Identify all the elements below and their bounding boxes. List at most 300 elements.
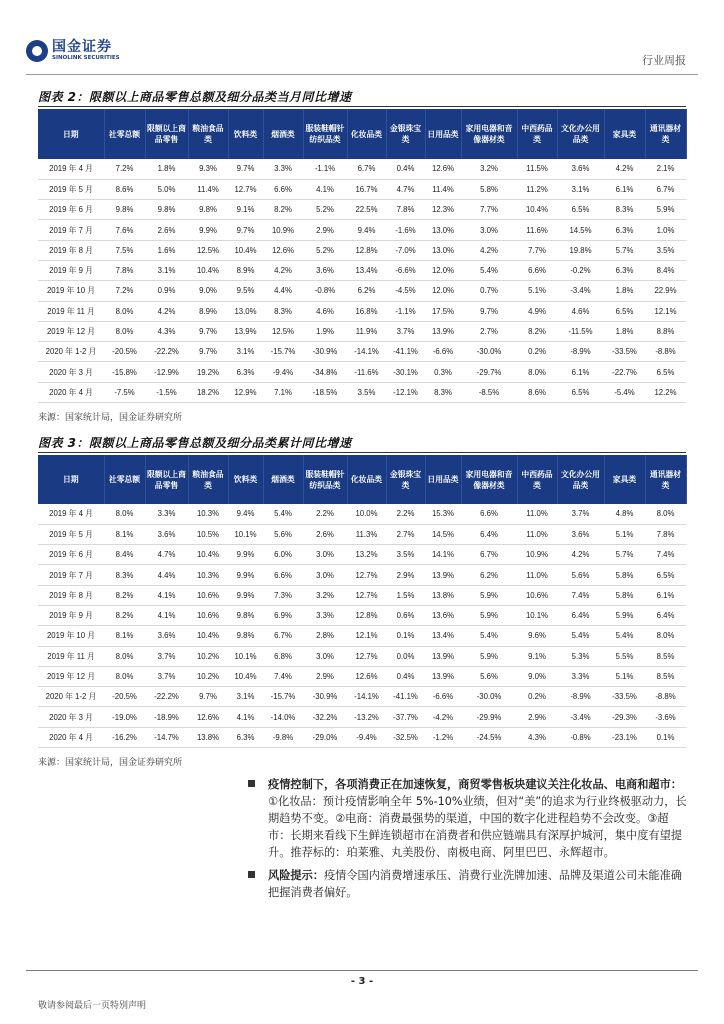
table-cell: 6.9% [263,605,303,625]
table-cell: 3.1% [557,179,604,199]
table-cell: 7.8% [104,260,145,280]
table-cell: -37.7% [386,707,425,727]
table-cell: 17.5% [425,301,461,321]
column-header: 中西药品类 [517,455,557,504]
table-cell: 3.6% [557,159,604,179]
table-cell: 4.2% [461,240,517,260]
table-cell: 9.4% [228,504,263,524]
column-header: 家具类 [604,109,645,159]
table-cell: 6.2% [347,281,386,301]
table-cell: 4.7% [386,179,425,199]
column-header: 服装鞋帽针纺织品类 [303,109,347,159]
table-cell: 13.0% [425,240,461,260]
table3-header-row [38,455,686,504]
table-cell: 2.9% [386,565,425,585]
table-cell: 5.8% [461,179,517,199]
table-cell: 5.4% [461,626,517,646]
table-cell: 6.7% [347,159,386,179]
table-row [38,321,686,341]
table-row [38,362,686,382]
table-cell: -22.2% [145,687,188,707]
table-cell: 9.1% [517,646,557,666]
report-type: 行业周报 [642,54,686,67]
table-cell: 10.4% [188,626,228,646]
column-header: 烟酒类 [263,109,303,159]
table-cell: 3.5% [347,382,386,402]
table2 [38,109,687,403]
table-cell: 7.8% [645,524,686,544]
table-cell: 6.6% [517,260,557,280]
table-cell: 12.2% [645,382,686,402]
table-cell: 4.3% [145,321,188,341]
table-cell: 4.2% [557,545,604,565]
table-cell: 11.4% [425,179,461,199]
table-cell: 5.1% [517,281,557,301]
table-cell: 3.7% [386,321,425,341]
row-date: 2019 年 4 月 [38,159,104,179]
table-cell: 11.9% [347,321,386,341]
column-header: 粮油食品类 [188,109,228,159]
table-cell: -23.1% [604,727,645,747]
table-cell: -30.1% [386,362,425,382]
column-header: 化妆品类 [347,455,386,504]
table-cell: 7.2% [104,281,145,301]
table-cell: 12.5% [188,240,228,260]
table-cell: 4.8% [604,504,645,524]
table-cell: -14.7% [145,727,188,747]
table-cell: -11.5% [557,321,604,341]
table-cell: 8.0% [104,321,145,341]
table-cell: -1.1% [303,159,347,179]
table-cell: 8.0% [104,646,145,666]
table-cell: 6.3% [604,260,645,280]
bullet-heading: 风险提示： [268,869,324,882]
column-header: 中西药品类 [517,109,557,159]
table-row [38,301,686,321]
table-cell: 5.9% [461,646,517,666]
table-row [38,159,686,179]
table-cell: 1.0% [645,220,686,240]
table-row [38,605,686,625]
table-cell: -33.5% [604,342,645,362]
table-cell: 7.7% [517,240,557,260]
bullet-recommendation [248,776,688,861]
row-date: 2019 年 12 月 [38,666,104,686]
table-cell: 13.4% [425,626,461,646]
row-date: 2019 年 9 月 [38,605,104,625]
table-cell: 1.5% [386,585,425,605]
table-cell: 10.2% [188,646,228,666]
table-cell: 10.6% [188,585,228,605]
table-cell: -30.0% [461,687,517,707]
table-cell: 6.3% [228,727,263,747]
table-cell: 10.3% [188,565,228,585]
table-cell: 6.1% [557,362,604,382]
row-date: 2019 年 8 月 [38,240,104,260]
column-header: 日期 [38,455,104,504]
table-cell: 12.8% [347,605,386,625]
table-cell: 2.8% [303,626,347,646]
table-cell: 8.2% [263,200,303,220]
table-cell: 1.6% [145,240,188,260]
row-date: 2019 年 7 月 [38,220,104,240]
table-cell: 10.0% [347,504,386,524]
table-cell: 3.7% [145,666,188,686]
table-cell: 5.7% [604,545,645,565]
column-header: 文化办公用品类 [557,455,604,504]
table-cell: 11.6% [517,220,557,240]
table-cell: 10.4% [228,240,263,260]
table-cell: 5.6% [263,524,303,544]
table-cell: -12.1% [386,382,425,402]
table-cell: 4.1% [145,605,188,625]
table-cell: 8.0% [104,666,145,686]
table-cell: 12.6% [347,666,386,686]
table-cell: 7.4% [263,666,303,686]
table-cell: -0.8% [303,281,347,301]
table-cell: 3.0% [303,565,347,585]
table-cell: 9.7% [461,301,517,321]
bullet-text: 疫情令国内消费增速承压、消费行业洗牌加速、品牌及渠道公司未能准确把握消费者偏好。 [268,869,682,899]
table-cell: -32.5% [386,727,425,747]
table-cell: 5.8% [604,565,645,585]
table-cell: 10.6% [517,585,557,605]
table-cell: 9.8% [145,200,188,220]
table-cell: 5.2% [303,240,347,260]
table-cell: 2.1% [645,159,686,179]
row-date: 2020 年 4 月 [38,727,104,747]
table-row [38,342,686,362]
row-date: 2019 年 6 月 [38,545,104,565]
table-cell: 6.4% [557,605,604,625]
table-cell: 9.7% [228,159,263,179]
column-header: 社零总额 [104,109,145,159]
table-cell: 13.2% [347,545,386,565]
column-header: 家具类 [604,455,645,504]
column-header: 服装鞋帽针纺织品类 [303,455,347,504]
table-cell: -30.9% [303,342,347,362]
table-cell: -1.5% [145,382,188,402]
table-cell: -33.5% [604,687,645,707]
table-cell: 6.7% [461,545,517,565]
table-cell: 9.3% [188,159,228,179]
table3-title: 图表 3：限额以上商品零售总额及细分品类累计同比增速 [38,436,352,450]
table-cell: 12.8% [347,240,386,260]
table-cell: 8.6% [104,179,145,199]
table2-source: 来源：国家统计局，国金证券研究所 [38,413,183,423]
table-cell: 22.5% [347,200,386,220]
table-cell: 12.7% [347,585,386,605]
table-cell: 8.0% [645,504,686,524]
column-header: 饮料类 [228,455,263,504]
company-logo [26,40,120,62]
table-cell: -7.5% [104,382,145,402]
bullet-square-icon [248,780,255,787]
table-cell: 5.1% [604,666,645,686]
table-cell: -0.2% [557,260,604,280]
table2-title: 图表 2：限额以上商品零售总额及细分品类当月同比增速 [38,90,352,104]
table-cell: 5.8% [604,585,645,605]
column-header: 文化办公用品类 [557,109,604,159]
table-cell: 6.6% [263,179,303,199]
table-cell: 22.9% [645,281,686,301]
table-cell: 4.6% [303,301,347,321]
row-date: 2019 年 11 月 [38,646,104,666]
table-cell: 4.4% [145,565,188,585]
table-cell: 0.3% [425,362,461,382]
table-cell: 2.7% [386,524,425,544]
table-cell: 4.3% [517,727,557,747]
table-cell: 8.3% [604,200,645,220]
table-cell: 8.9% [188,301,228,321]
table-cell: 13.0% [425,220,461,240]
table-cell: -9.4% [263,362,303,382]
table-cell: 4.4% [263,281,303,301]
table-row [38,666,686,686]
table-cell: -6.6% [425,687,461,707]
table-cell: 12.0% [425,260,461,280]
table-cell: 14.1% [425,545,461,565]
table-row [38,646,686,666]
table-cell: 10.6% [188,605,228,625]
bullet-text: ①化妆品：预计疫情影响全年 5%-10%业绩，但对“美”的追求为行业终极驱动力，长期趋势不变。②电商：消费最强势的渠道，中国的数字化进程趋势不会改变。③超市：长期来看线下生鲜连锁超市在消费者和供应链端具有深厚护城河，集中度有望提升。推荐标的：珀莱雅、丸美股份、南极电商、阿里巴巴、永辉超市。 [268,795,687,859]
table-cell: 2.7% [461,321,517,341]
table-cell: 6.4% [645,605,686,625]
table-cell: 7.5% [104,240,145,260]
table-cell: 3.7% [557,504,604,524]
table-cell: 13.4% [347,260,386,280]
table-cell: 2.9% [517,707,557,727]
table-cell: -19.0% [104,707,145,727]
table-cell: 10.5% [188,524,228,544]
table-cell: 0.4% [386,159,425,179]
table-cell: 10.4% [228,666,263,686]
table-cell: -29.7% [461,362,517,382]
table-cell: 8.8% [645,321,686,341]
table-cell: 13.8% [425,585,461,605]
table-cell: -18.5% [303,382,347,402]
header-divider [26,74,698,75]
table-cell: 1.8% [145,159,188,179]
table-cell: -14.1% [347,342,386,362]
table-row [38,200,686,220]
table-cell: -6.6% [425,342,461,362]
table-cell: 10.9% [263,220,303,240]
table-cell: 6.3% [604,220,645,240]
table-cell: -32.2% [303,707,347,727]
table-cell: -41.1% [386,342,425,362]
table-cell: 8.0% [104,504,145,524]
table-cell: 8.5% [645,666,686,686]
table2-header-row [38,109,686,159]
table-cell: 5.2% [303,200,347,220]
table-cell: 11.5% [517,159,557,179]
table-cell: 12.1% [645,301,686,321]
logo-english-name: SINOLINK SECURITIES [52,55,120,61]
table-cell: 3.6% [145,626,188,646]
column-header: 日期 [38,109,104,159]
table-cell: 4.2% [145,301,188,321]
table-cell: 2.6% [303,524,347,544]
table-cell: 8.2% [104,605,145,625]
row-date: 2019 年 10 月 [38,626,104,646]
table-cell: 6.5% [557,200,604,220]
table-cell: 6.1% [645,585,686,605]
table-cell: -1.6% [386,220,425,240]
table-cell: -15.7% [263,687,303,707]
column-header: 社零总额 [104,455,145,504]
table-cell: 5.4% [557,626,604,646]
row-date: 2019 年 4 月 [38,504,104,524]
column-header: 化妆品类 [347,109,386,159]
table-cell: 4.2% [263,260,303,280]
table-cell: -0.8% [557,727,604,747]
table-cell: 9.9% [188,220,228,240]
table-cell: 11.4% [188,179,228,199]
table-cell: 7.7% [461,200,517,220]
column-header: 限额以上商品零售 [145,455,188,504]
table2-rule [38,106,686,107]
table-cell: 14.5% [557,220,604,240]
table-cell: 13.6% [425,605,461,625]
table-cell: 6.6% [263,565,303,585]
table3 [38,455,687,748]
table-cell: -8.8% [645,687,686,707]
table-cell: 9.8% [104,200,145,220]
table-cell: 3.0% [461,220,517,240]
table-cell: -3.6% [645,707,686,727]
table-cell: -15.7% [263,342,303,362]
table-cell: 8.9% [228,260,263,280]
table-cell: 3.5% [645,240,686,260]
table-cell: 16.7% [347,179,386,199]
row-date: 2019 年 11 月 [38,301,104,321]
table3-source: 来源：国家统计局，国金证券研究所 [38,758,183,768]
table-cell: 9.7% [188,342,228,362]
table-cell: -15.8% [104,362,145,382]
table-cell: 13.9% [228,321,263,341]
table-row [38,524,686,544]
table-cell: -1.2% [425,727,461,747]
table-cell: -41.1% [386,687,425,707]
table-cell: 10.3% [188,504,228,524]
table-cell: 6.6% [461,504,517,524]
row-date: 2019 年 9 月 [38,260,104,280]
table-cell: 1.9% [303,321,347,341]
table-cell: 9.1% [228,200,263,220]
table-row [38,220,686,240]
column-header: 通讯器材类 [645,455,686,504]
table-row [38,260,686,280]
table-cell: -22.2% [145,342,188,362]
table-cell: 8.3% [263,301,303,321]
table-cell: 5.4% [461,260,517,280]
table-cell: 5.9% [604,605,645,625]
table-cell: 6.5% [557,382,604,402]
table-row [38,545,686,565]
row-date: 2020 年 1-2 月 [38,687,104,707]
table-cell: 4.6% [557,301,604,321]
table-cell: 5.6% [461,666,517,686]
table-cell: 8.3% [425,382,461,402]
table-cell: 7.4% [645,545,686,565]
table-cell: 16.8% [347,301,386,321]
table-cell: -24.5% [461,727,517,747]
table-cell: 14.5% [425,524,461,544]
table-cell: 8.0% [104,301,145,321]
column-header: 日用品类 [425,455,461,504]
table-cell: 6.3% [228,362,263,382]
table-cell: 9.9% [228,565,263,585]
table-cell: 12.6% [188,707,228,727]
table-cell: 7.3% [263,585,303,605]
table-cell: 9.7% [188,321,228,341]
table-cell: 19.2% [188,362,228,382]
row-date: 2019 年 10 月 [38,281,104,301]
logo-icon [26,40,48,62]
table-cell: 11.0% [517,524,557,544]
table-cell: 8.3% [104,565,145,585]
table-cell: 10.4% [188,545,228,565]
row-date: 2019 年 5 月 [38,179,104,199]
table-cell: 13.8% [188,727,228,747]
column-header: 限额以上商品零售 [145,109,188,159]
table-cell: 0.7% [461,281,517,301]
table-cell: 6.7% [645,179,686,199]
table-cell: 10.1% [228,646,263,666]
table-cell: -30.0% [461,342,517,362]
table-cell: -29.0% [303,727,347,747]
table-cell: -29.9% [461,707,517,727]
column-header: 家用电器和音像器材类 [461,109,517,159]
table-cell: 5.5% [604,646,645,666]
table-cell: -14.1% [347,687,386,707]
table-cell: 6.5% [604,301,645,321]
column-header: 金银珠宝类 [386,455,425,504]
table-cell: 13.0% [228,301,263,321]
table-cell: -6.6% [386,260,425,280]
table-cell: 2.2% [386,504,425,524]
table-cell: 12.5% [263,321,303,341]
table-cell: 0.9% [145,281,188,301]
table-cell: 5.9% [645,200,686,220]
table-cell: 7.1% [263,382,303,402]
table-cell: 0.0% [386,646,425,666]
table-cell: 3.3% [303,605,347,625]
row-date: 2019 年 8 月 [38,585,104,605]
table-cell: -4.2% [425,707,461,727]
table-cell: 11.0% [517,565,557,585]
table-cell: 1.8% [604,321,645,341]
table-cell: 9.0% [188,281,228,301]
table-cell: 2.9% [303,220,347,240]
table-cell: 3.0% [303,646,347,666]
table-cell: 2.6% [145,220,188,240]
table-cell: 12.0% [425,281,461,301]
table-row [38,565,686,585]
column-header: 饮料类 [228,109,263,159]
table-cell: 12.1% [347,626,386,646]
table-cell: 3.1% [228,687,263,707]
row-date: 2019 年 12 月 [38,321,104,341]
table-cell: 11.2% [517,179,557,199]
table-cell: 5.0% [145,179,188,199]
table-row [38,707,686,727]
table-cell: 9.6% [517,626,557,646]
table-cell: 11.0% [517,504,557,524]
table-cell: 12.7% [347,646,386,666]
table-cell: 5.9% [461,605,517,625]
